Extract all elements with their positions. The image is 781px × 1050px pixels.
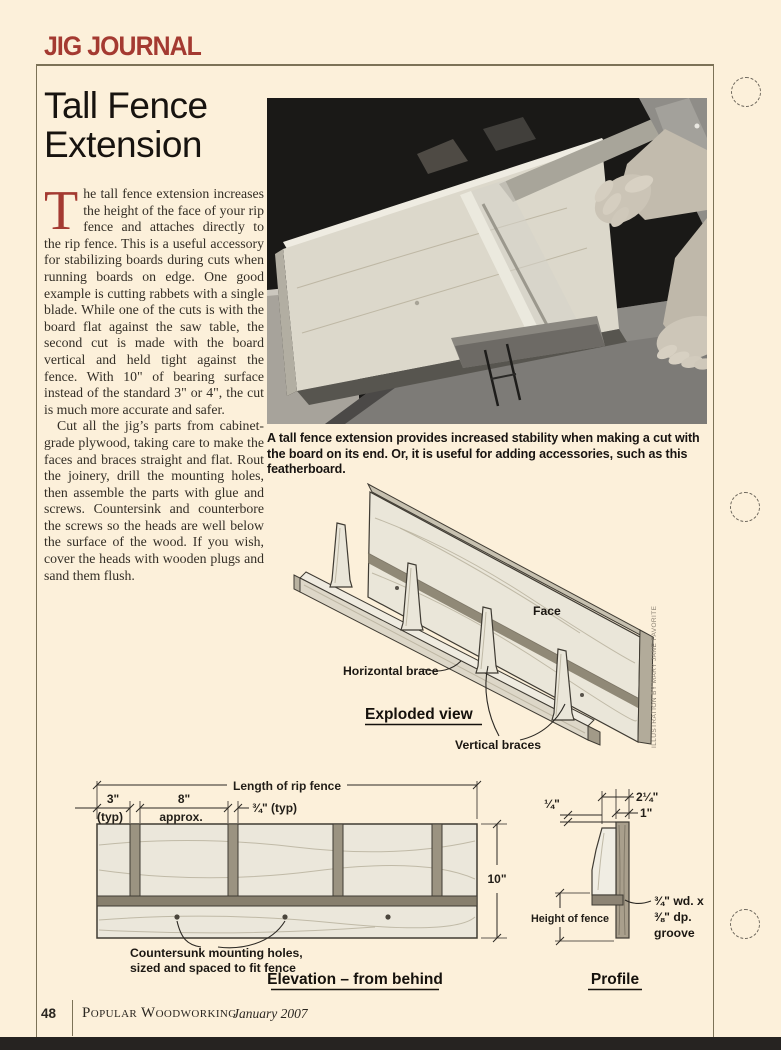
punch-hole-mark — [730, 909, 760, 939]
dim-8in-approx: approx. — [159, 810, 203, 824]
dim-3in: 3" — [106, 792, 120, 806]
left-border-rule — [36, 64, 37, 1050]
article-title-line1: Tall Fence — [44, 85, 208, 126]
page-number: 48 — [41, 1006, 57, 1021]
exploded-label-vertical-braces: Vertical braces — [455, 738, 542, 752]
dim-three-quarter-typ: ¾" (typ) — [252, 801, 298, 815]
article-title — [44, 86, 208, 164]
punch-hole-mark — [730, 492, 760, 522]
article-title-line2: Extension — [44, 124, 202, 165]
dim-3in-typ: (typ) — [97, 810, 123, 824]
groove-note-line2: ⅜" dp. — [654, 910, 692, 924]
punch-hole-mark — [731, 77, 761, 107]
dim-length-of-rip-fence: Length of rip fence — [233, 779, 341, 793]
dim-2-quarter-in: 2¼" — [636, 790, 659, 804]
dim-1in: 1" — [640, 806, 653, 820]
drop-cap: T — [44, 180, 79, 242]
exploded-label-horizontal-brace: Horizontal brace — [343, 664, 439, 678]
exploded-view-title: Exploded view — [365, 706, 473, 723]
photo-caption: A tall fence extension provides increased stability when making a cut with the board on its end. Or, it is useful for adding accessories, such as this featherboard. — [267, 431, 700, 476]
groove-note-line3: groove — [654, 926, 695, 940]
footer-divider — [72, 1000, 73, 1036]
body-paragraph-2: Cut all the jig’s parts from cabinet-grade plywood, taking care to make the faces and braces straight and flat. Rout the joinery, drill the mounting holes, then assemble the parts with glue and screws. Countersink and counterbore the screws so the heads are well below the surface of the wood. If you wish, cover the heads with wooden plugs and sand them flush. — [44, 418, 264, 583]
issue-date: January 2007 — [233, 1006, 308, 1021]
profile-title: Profile — [590, 971, 640, 988]
section-kicker: JIG JOURNAL — [44, 31, 201, 61]
exploded-view-diagram — [280, 468, 715, 772]
exploded-label-face: Face — [533, 604, 561, 618]
dim-height-of-fence: Height of fence — [531, 913, 609, 925]
dim-8in: 8" — [177, 792, 191, 806]
paragraph-1-text: he tall fence extension increases the height of the face of your rip fence and attaches directly to the rip fence. This is a useful accessory for stabilizing boards during cuts when running boards on edge. One good example is cutting rabbets with a single blade. While one of the cuts is with the board flat against the saw table, the second cut is made with the board vertical and held tight against the fence. With 10" of bearing surface instead of the standard 3" or 4", the cut is much more accurate and safer. — [44, 186, 264, 417]
magazine-name: Popular Woodworking — [82, 1005, 237, 1021]
body-paragraph-1 — [44, 180, 264, 418]
dim-10in: 10" — [487, 872, 507, 886]
top-rule — [36, 64, 714, 66]
page-edge-bar — [0, 1037, 781, 1050]
photo-table-saw — [267, 98, 707, 424]
page-footer — [0, 1002, 781, 1036]
dim-quarter-in: ¼" — [544, 797, 560, 811]
elevation-board-drawing — [97, 824, 477, 938]
mounting-holes-note-line1: Countersunk mounting holes, — [130, 946, 303, 960]
elevation-title: Elevation – from behind — [267, 971, 443, 988]
illustration-credit: ILLUSTRATION BY MARY JANE FAVORITE — [651, 605, 658, 748]
elevation-diagram — [55, 775, 525, 997]
mounting-holes-note-line2: sized and spaced to fit fence — [130, 961, 296, 975]
profile-diagram — [530, 775, 712, 997]
article-body — [44, 180, 264, 584]
groove-note-line1: ¾" wd. x — [654, 894, 704, 908]
